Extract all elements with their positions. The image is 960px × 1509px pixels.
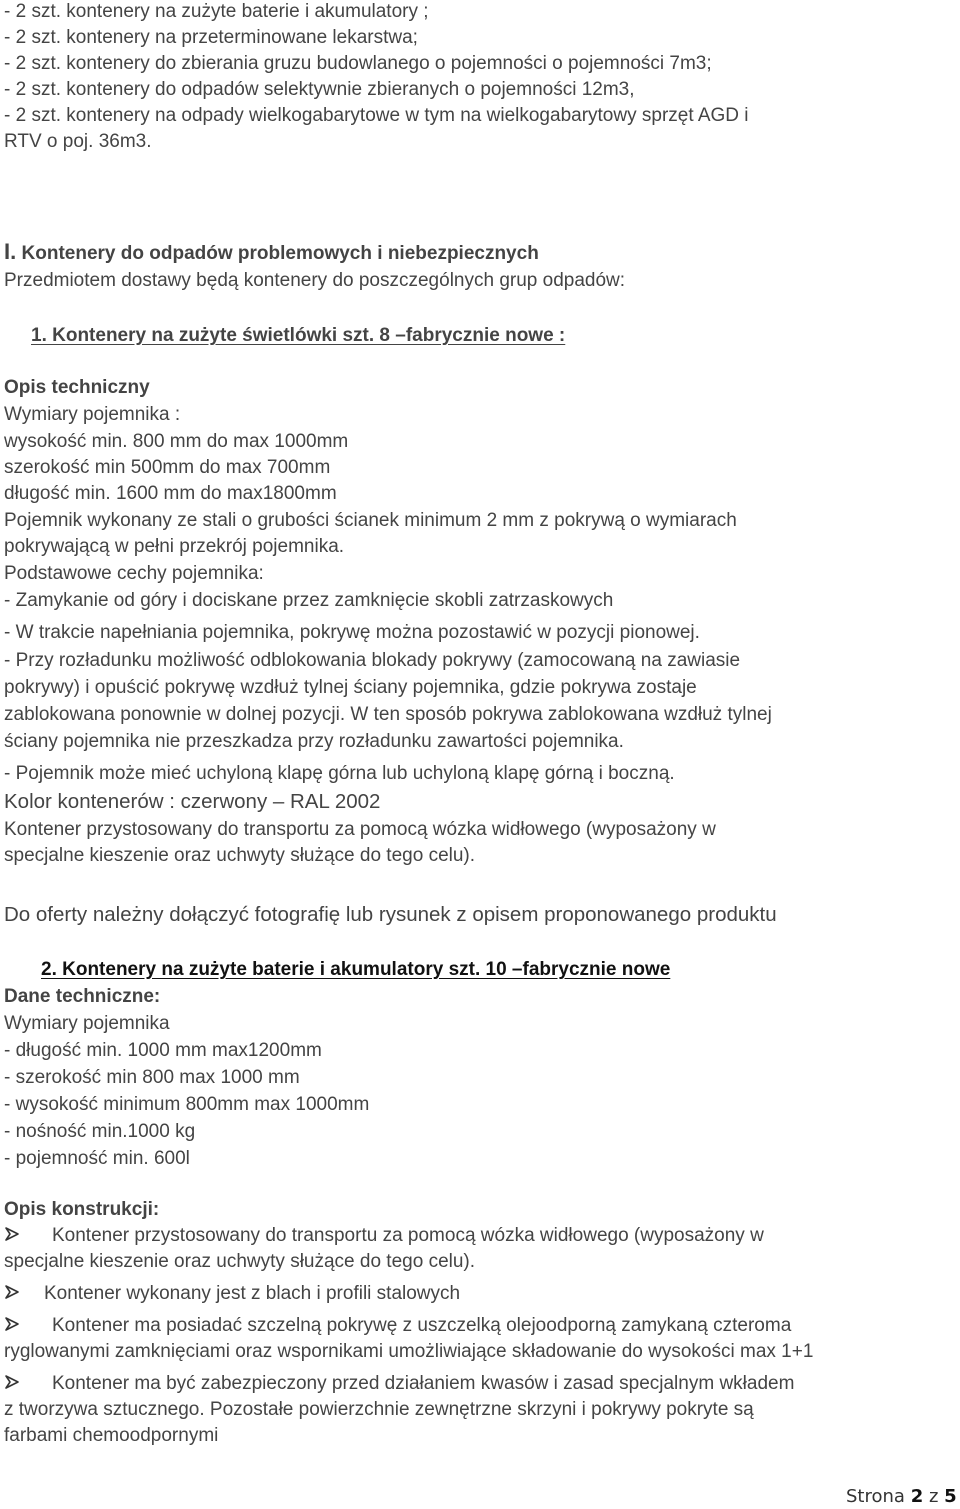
- section-number: I.: [4, 239, 17, 264]
- footer-label: Strona: [846, 1486, 905, 1507]
- item1-color-line: Kolor kontenerów : czerwony – RAL 2002: [4, 790, 381, 813]
- item1-line: Kontener przystosowany do transportu za pomocą wózka widłowego (wyposażony w: [4, 819, 716, 840]
- page-number-footer: [846, 1487, 957, 1507]
- item1-line: pokrywy) i opuścić pokrywę wzdłuż tylnej ściany pojemnika, gdzie pokrywa zostaje: [4, 677, 697, 698]
- bullet-item: [4, 1373, 794, 1395]
- bullet-text: Kontener wykonany jest z blach i profili stalowych: [44, 1283, 461, 1304]
- bullet-continuation: z tworzywa sztucznego. Pozostałe powierzchnie zewnętrzne skrzyni i pokrywy pokryte są: [4, 1399, 754, 1420]
- bullet-text: Kontener przystosowany do transportu za pomocą wózka widłowego (wyposażony w: [52, 1225, 764, 1246]
- bullet-continuation: specjalne kieszenie oraz uchwyty służące do tego celu).: [4, 1251, 476, 1272]
- item2-line: - długość min. 1000 mm max1200mm: [4, 1040, 322, 1061]
- item1-line: szerokość min 500mm do max 700mm: [4, 457, 331, 478]
- item2-heading: 2. Kontenery na zużyte baterie i akumulatory szt. 10 –fabrycznie nowe: [41, 959, 671, 980]
- item1-line: - Przy rozładunku możliwość odblokowania blokady pokrywy (zamocowaną na zawiasie: [4, 650, 741, 671]
- footer-total: 5: [944, 1486, 957, 1507]
- intro-list-item: - 2 szt. kontenery na odpady wielkogabarytowe w tym na wielkogabarytowy sprzęt AGD i: [4, 105, 749, 126]
- item1-line: Podstawowe cechy pojemnika:: [4, 563, 264, 584]
- item1-line: - W trakcie napełniania pojemnika, pokrywę można pozostawić w pozycji pionowej.: [4, 622, 700, 643]
- item2-spec-title: Dane techniczne:: [4, 986, 161, 1007]
- footer-page: 2: [910, 1486, 924, 1507]
- item1-line: Wymiary pojemnika :: [4, 404, 181, 425]
- bullet-text: Kontener ma posiadać szczelną pokrywę z uszczelką olejoodporną zamykaną czteroma: [52, 1315, 792, 1336]
- item2-line: - wysokość minimum 800mm max 1000mm: [4, 1094, 370, 1115]
- item1-photo-note: Do oferty należny dołączyć fotografię lub rysunek z opisem proponowanego produktu: [4, 903, 777, 926]
- section-intro: Przedmiotem dostawy będą kontenery do poszczególnych grup odpadów:: [4, 270, 626, 291]
- item2-line: Wymiary pojemnika: [4, 1013, 170, 1034]
- section-title: Kontenery do odpadów problemowych i niebezpiecznych: [21, 243, 539, 264]
- section-heading: [4, 241, 539, 265]
- bullet-continuation: ryglowanymi zamknięciami oraz wspornikami umożliwiające składowanie do wysokości max 1+1: [4, 1341, 814, 1362]
- footer-sep: z: [928, 1486, 939, 1507]
- arrow-bullet-icon: [4, 1284, 20, 1300]
- item1-line: ściany pojemnika nie przeszkadza przy rozładunku zawartości pojemnika.: [4, 731, 624, 752]
- item1-line: - Pojemnik może mieć uchyloną klapę górna lub uchyloną klapę górną i boczną.: [4, 763, 675, 784]
- item1-line: - Zamykanie od góry i dociskane przez zamknięcie skobli zatrzaskowych: [4, 590, 614, 611]
- item1-line: długość min. 1600 mm do max1800mm: [4, 483, 337, 504]
- item1-line: Pojemnik wykonany ze stali o grubości ścianek minimum 2 mm z pokrywą o wymiarach: [4, 510, 737, 531]
- item1-spec-title: Opis techniczny: [4, 377, 150, 398]
- bullet-item: [4, 1283, 460, 1305]
- item2-construction-title: Opis konstrukcji:: [4, 1199, 160, 1220]
- item2-line: - pojemność min. 600l: [4, 1148, 190, 1169]
- item1-line: pokrywającą w pełni przekrój pojemnika.: [4, 536, 345, 557]
- item1-line: zablokowana ponownie w dolnej pozycji. W ten sposób pokrywa zablokowana wzdłuż tylnej: [4, 704, 772, 725]
- bullet-item: [4, 1225, 764, 1247]
- arrow-bullet-icon: [4, 1374, 20, 1390]
- arrow-bullet-icon: [4, 1226, 20, 1242]
- intro-list-item: - 2 szt. kontenery na zużyte baterie i akumulatory ;: [4, 1, 429, 22]
- intro-list-item: RTV o poj. 36m3.: [4, 131, 152, 152]
- item2-line: - nośność min.1000 kg: [4, 1121, 196, 1142]
- item1-line: specjalne kieszenie oraz uchwyty służące do tego celu).: [4, 845, 476, 866]
- arrow-bullet-icon: [4, 1316, 20, 1332]
- intro-list-item: - 2 szt. kontenery do zbierania gruzu budowlanego o pojemności o pojemności 7m3;: [4, 53, 712, 74]
- item2-line: - szerokość min 800 max 1000 mm: [4, 1067, 300, 1088]
- intro-list-item: - 2 szt. kontenery do odpadów selektywnie zbieranych o pojemności 12m3,: [4, 79, 635, 100]
- intro-list-item: - 2 szt. kontenery na przeterminowane lekarstwa;: [4, 27, 418, 48]
- item1-line: wysokość min. 800 mm do max 1000mm: [4, 431, 349, 452]
- bullet-item: [4, 1315, 791, 1337]
- bullet-text: Kontener ma być zabezpieczony przed działaniem kwasów i zasad specjalnym wkładem: [52, 1373, 795, 1394]
- bullet-continuation: farbami chemoodpornymi: [4, 1425, 219, 1446]
- item1-heading: 1. Kontenery na zużyte świetlówki szt. 8 –fabrycznie nowe :: [31, 325, 566, 346]
